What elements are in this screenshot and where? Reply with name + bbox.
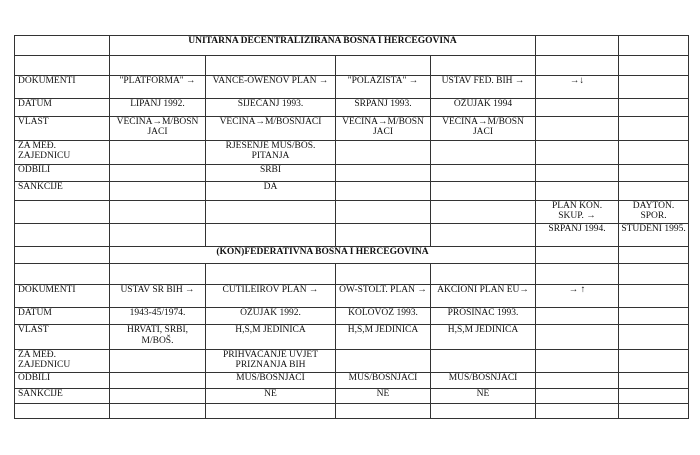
spacer-row <box>15 55 689 75</box>
table-cell: "POLAZIŠTA" → <box>336 75 431 98</box>
table-row <box>15 389 689 404</box>
table-cell: DA <box>206 181 336 200</box>
table-cell: RJEŠENJE MUS/BOŠ. PITANJA <box>206 140 336 164</box>
table-cell: PROSINAC 1993. <box>431 307 536 325</box>
table-row <box>15 116 689 140</box>
table-row <box>15 200 689 223</box>
table-cell: OŽUJAK 1992. <box>206 307 336 325</box>
table-cell: →↓ <box>536 75 619 98</box>
table-cell: VEĆINA→M/BOŠN JACI <box>431 116 536 140</box>
table-row <box>15 349 689 372</box>
table-cell: MUS/BOŠNJACI <box>206 372 336 389</box>
row-label: DOKUMENTI <box>15 75 110 98</box>
row-label: SANKCIJE <box>15 181 110 200</box>
table-cell: AKCIONI PLAN EU→ <box>431 284 536 307</box>
empty-cell <box>15 36 110 56</box>
table-cell: OW-STOLT. PLAN → <box>336 284 431 307</box>
table-cell: H,S,M JEDINICA <box>206 325 336 349</box>
table-row <box>15 75 689 98</box>
table-row <box>15 98 689 116</box>
table-cell: USTAV SR BIH → <box>110 284 206 307</box>
table-row <box>15 284 689 307</box>
table-cell: VEĆINA→M/BOŠNJACI <box>206 116 336 140</box>
section2-title-row <box>15 246 689 263</box>
table-row <box>15 325 689 349</box>
row-label: VLAST <box>15 116 110 140</box>
table-cell: 1943-45/1974. <box>110 307 206 325</box>
empty-cell <box>619 36 689 56</box>
table-row <box>15 140 689 164</box>
spacer-row <box>15 404 689 419</box>
table-cell: OŽUJAK 1994 <box>431 98 536 116</box>
table-cell: HRVATI, SRBI, M/BOŠ. <box>110 325 206 349</box>
section1-title-row <box>15 36 689 56</box>
comparison-table <box>14 35 689 419</box>
empty-cell <box>536 36 619 56</box>
table-cell: PLAN KON. SKUP. → <box>536 200 619 223</box>
section1-title: UNITARNA DECENTRALIZIRANA BOSNA I HERCEGOVINA <box>110 36 536 56</box>
table-row <box>15 223 689 246</box>
table-cell: VANCE-OWENOV PLAN → <box>206 75 336 98</box>
spacer-row <box>15 263 689 284</box>
table-row <box>15 307 689 325</box>
table-cell: H,S,M JEDINICA <box>336 325 431 349</box>
table-cell: SRPANJ 1993. <box>336 98 431 116</box>
table-cell: STUDENI 1995. <box>619 223 689 246</box>
table-cell: NE <box>431 389 536 404</box>
row-label: ODBILI <box>15 372 110 389</box>
row-label: ZA MEĐ. ZAJEDNICU <box>15 140 110 164</box>
table-cell: DAYTON. SPOR. <box>619 200 689 223</box>
table-cell: CUTILEIROV PLAN → <box>206 284 336 307</box>
table-cell: H,S,M JEDINICA <box>431 325 536 349</box>
row-label: DATUM <box>15 307 110 325</box>
table-cell: SRBI <box>206 165 336 182</box>
row-label: DATUM <box>15 98 110 116</box>
row-label: SANKCIJE <box>15 389 110 404</box>
table-cell: NE <box>206 389 336 404</box>
section2-title: (KON)FEDERATIVNA BOSNA I HERCEGOVINA <box>110 246 536 263</box>
table-row <box>15 181 689 200</box>
table-cell: LIPANJ 1992. <box>110 98 206 116</box>
table-cell: NE <box>336 389 431 404</box>
row-label: VLAST <box>15 325 110 349</box>
row-label: ZA MEĐ. ZAJEDNICU <box>15 349 110 372</box>
table-cell: PRIHVAĆANJE UVJET PRIZNANJA BIH <box>206 349 336 372</box>
row-label: DOKUMENTI <box>15 284 110 307</box>
table-cell: → ↑ <box>536 284 619 307</box>
table-cell: VEĆINA→M/BOŠN JACI <box>336 116 431 140</box>
row-label: ODBILI <box>15 165 110 182</box>
table-cell: SRPANJ 1994. <box>536 223 619 246</box>
table-cell: KOLOVOZ 1993. <box>336 307 431 325</box>
table-cell: USTAV FED. BIH → <box>431 75 536 98</box>
table-cell: MUS/BOŠNJACI <box>431 372 536 389</box>
table-cell: "PLATFORMA" → <box>110 75 206 98</box>
table-cell: MUS/BOŠNJACI <box>336 372 431 389</box>
table-row <box>15 165 689 182</box>
table-cell: SIJEČANJ 1993. <box>206 98 336 116</box>
table-cell: VEĆINA→M/BOŠN JACI <box>110 116 206 140</box>
table-row <box>15 372 689 389</box>
